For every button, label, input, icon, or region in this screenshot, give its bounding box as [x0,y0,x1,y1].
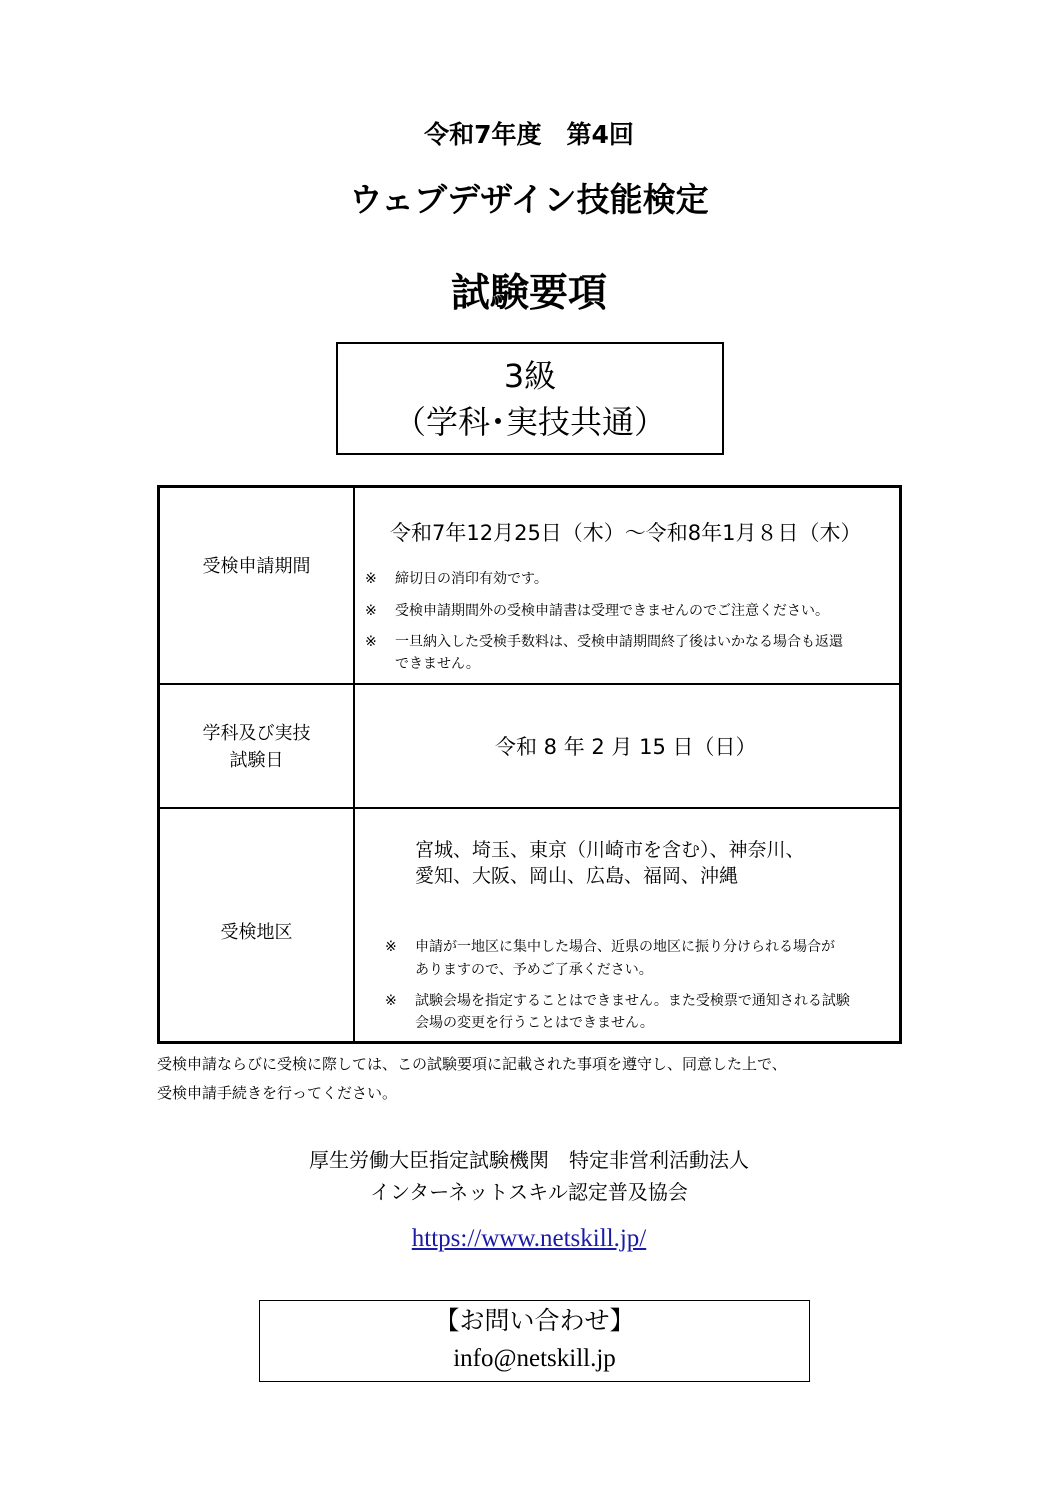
note-text: 締切日の消印有効です。 [395,571,548,587]
website [0,1222,1058,1256]
contact-email[interactable]: info@netskill.jp [453,1345,616,1372]
exam-date-label: 試験日 [229,750,284,771]
application-period-label: 受検申請期間 [202,556,311,577]
note-mark: ※ [385,939,397,955]
exam-region-list: 愛知、大阪、岡山、広島、福岡、沖縄 [415,865,739,887]
exam-date-label: 学科及び実技 [202,723,311,744]
note-text: 一旦納入した受検手数料は、受検申請期間終了後はいかなる場合も返還 [395,634,843,650]
website-link[interactable]: https://www.netskill.jp/ [411,1225,647,1252]
contact-heading: 【お問い合わせ】 [434,1308,635,1335]
exam-info-table [157,485,902,1044]
note-mark: ※ [385,993,397,1009]
exam-region-list: 宮城、埼玉、東京（川崎市を含む）、神奈川、 [415,839,805,861]
contact-box [259,1300,810,1382]
note-text: 受検申請期間外の受検申請書は受理できませんのでご注意ください。 [395,603,829,619]
note-text: できません。 [395,656,480,672]
note-mark: ※ [365,634,377,650]
organization-designation: 厚生労働大臣指定試験機関 特定非営利活動法人 [309,1148,749,1172]
agreement-line: 受検申請手続きを行ってください。 [157,1084,398,1102]
organization-name: インターネットスキル認定普及協会 [370,1180,688,1204]
note-mark: ※ [365,571,377,587]
note-text: 申請が一地区に集中した場合、近県の地区に振り分けられる場合が [415,939,835,955]
exam-name: ウェブデザイン技能検定 [349,180,709,219]
exam-region-label: 受検地区 [220,922,293,943]
document-title: 試験要項 [450,271,607,316]
agreement-text [157,1050,787,1108]
table-divider [160,683,899,685]
document-subtitle: 令和7年度 第4回 [424,120,634,149]
note-text: ありますので、予めご了承ください。 [415,962,653,978]
note-mark: ※ [365,603,377,619]
note-text: 会場の変更を行うことはできません。 [415,1015,654,1031]
table-divider [353,488,355,1041]
grade-scope: （学科･実技共通） [393,403,666,441]
exam-date-value: 令和 8 年 2 月 15 日（日） [495,735,757,759]
agreement-line: 受検申請ならびに受検に際しては、この試験要項に記載された事項を遵守し、同意した上で、 [157,1055,787,1073]
grade-box [336,342,724,455]
note-text: 試験会場を指定することはできません。また受検票で通知される試験 [415,993,850,1009]
table-divider [160,807,899,809]
grade-level: 3級 [503,357,557,395]
application-period-value: 令和7年12月25日（木）～令和8年1月８日（木） [390,521,862,545]
